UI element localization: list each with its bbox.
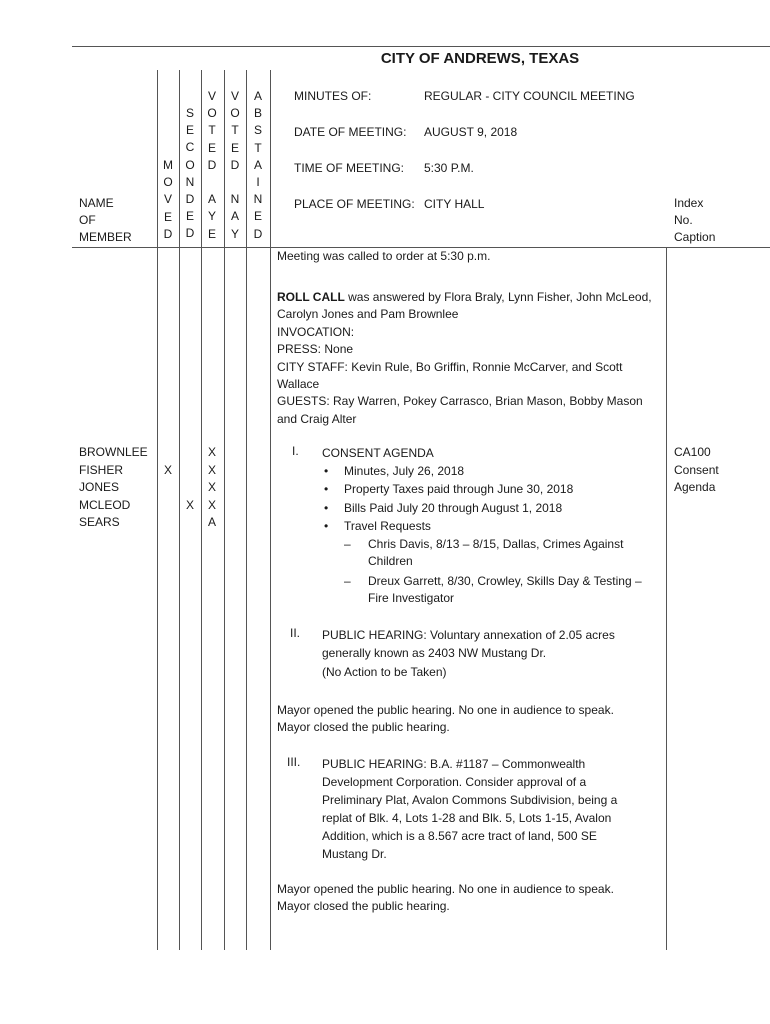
header-voted-aye: V O T E D A Y E xyxy=(207,89,217,241)
col-divider-content xyxy=(270,70,271,950)
invocation: INVOCATION: xyxy=(277,324,355,339)
header-seconded: S E C O N D E D xyxy=(185,106,195,241)
place-value: CITY HALL xyxy=(424,197,485,211)
top-rule xyxy=(72,46,770,47)
member-name: BROWNLEE xyxy=(79,445,148,459)
item1-caption: CA100 Consent Agenda xyxy=(674,445,719,495)
col-divider-index xyxy=(666,247,667,950)
travel-requests-list xyxy=(344,536,642,608)
guests: GUESTS: Ray Warren, Pokey Carrasco, Brian Mason, Bobby Mason xyxy=(277,394,643,409)
header-abstained: A B S T A I N E D xyxy=(253,89,263,241)
call-to-order: Meeting was called to order at 5:30 p.m. xyxy=(277,249,491,263)
index-caption-header: Index No. Caption xyxy=(674,196,716,244)
list-item: – Chris Davis, 8/13 – 8/15, Dallas, Crimes Against Children xyxy=(344,537,624,569)
col-divider-abstained xyxy=(246,70,247,950)
list-item: – Dreux Garrett, 8/30, Crowley, Skills Day & Testing – Fire Investigator xyxy=(344,573,642,606)
list-item: • Bills Paid July 20 through August 1, 2018 xyxy=(322,499,573,517)
mayor-note-a: Mayor opened the public hearing. No one in audience to speak. Mayor closed the public hearing. xyxy=(277,703,614,735)
name-of-member-header: NAME OF MEMBER xyxy=(79,196,132,244)
minutes-of-value: REGULAR - CITY COUNCIL MEETING xyxy=(424,89,635,103)
place-label: PLACE OF MEETING: xyxy=(294,197,415,211)
item3-text: PUBLIC HEARING: B.A. #1187 – Commonwealth Development Corporation. Consider approval of a Preliminary Plat, Avalon Commons Subdivision, being a replat of Blk. 4, Lots 1-28 and Blk. 5, Lots 1-15, Avalon Addition, which is a 8.567 acre tract of land, 500 SE Mustang Dr. xyxy=(322,757,618,861)
date-value: AUGUST 9, 2018 xyxy=(424,125,518,139)
list-item: • Property Taxes paid through June 30, 2018 xyxy=(322,480,573,498)
member-name: SEARS xyxy=(79,515,120,530)
item2-text: PUBLIC HEARING: Voluntary annexation of 2.05 acres generally known as 2403 NW Mustang Dr. (No Action to be Taken) xyxy=(322,628,615,679)
member-name: MCLEOD xyxy=(79,497,131,512)
header-moved: M O V E D xyxy=(163,158,173,241)
minutes-of-label: MINUTES OF: xyxy=(294,89,372,103)
city-staff: CITY STAFF: Kevin Rule, Bo Griffin, Ronnie McCarver, and Scott xyxy=(277,359,623,374)
roll-call-block: ROLL CALL was answered by Flora Braly, Lynn Fisher, John McLeod, Carolyn Jones and Pam Brownlee INVOCATION: PRESS: None CITY STAFF: Kevin Rule, Bo Griffin, Ronnie McCarver, and Scott Wallace GUESTS: Ray Warren, Pokey Carrasco, Brian Mason, Bobby Mason and Craig Alter xyxy=(277,289,663,428)
seconded-votes: X xyxy=(185,497,194,512)
item3-number: III. xyxy=(287,755,301,769)
item1-title: CONSENT AGENDA xyxy=(322,446,434,460)
list-item: • Minutes, July 26, 2018 xyxy=(322,462,573,480)
list-item: • Travel Requests xyxy=(322,517,573,535)
roll-call-label: ROLL CALL xyxy=(277,290,345,304)
time-label: TIME OF MEETING: xyxy=(294,161,404,175)
item2-number: II. xyxy=(290,626,301,640)
item1-number: I. xyxy=(292,444,299,458)
date-label: DATE OF MEETING: xyxy=(294,125,407,139)
time-value: 5:30 P.M. xyxy=(424,161,474,175)
member-name: FISHER xyxy=(79,462,124,477)
consent-agenda-list xyxy=(322,462,573,536)
press: PRESS: None xyxy=(277,342,354,357)
member-name: JONES xyxy=(79,480,120,495)
document-title: CITY OF ANDREWS, TEXAS xyxy=(380,50,580,67)
header-voted-nay: V O T E D N A Y xyxy=(230,89,240,241)
member-list xyxy=(79,444,148,532)
mayor-note-b: Mayor opened the public hearing. No one in audience to speak. Mayor closed the public hearing. xyxy=(277,882,614,914)
moved-votes: X xyxy=(163,462,172,477)
aye-votes: X X X X A xyxy=(207,445,216,530)
